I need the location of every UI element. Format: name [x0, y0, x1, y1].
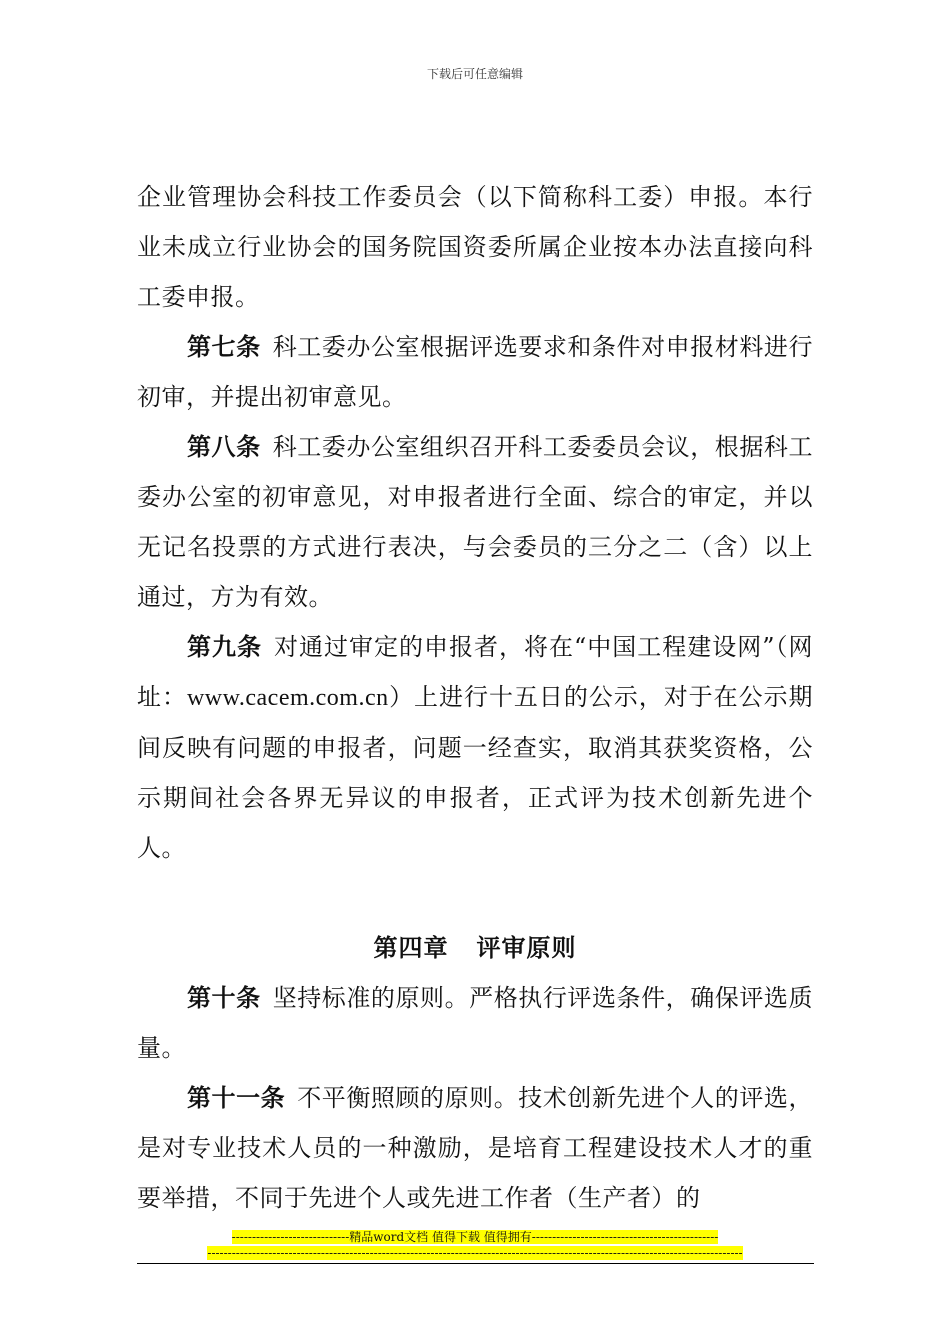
article-11 — [137, 1073, 813, 1223]
footer-banner-bottom-text: ------------------------------------------------------------------------------------------------------------------------------------ — [207, 1246, 743, 1260]
chapter-title: 评审原则 — [476, 934, 577, 962]
article-7-label: 第七条 — [187, 333, 261, 361]
article-9-label: 第九条 — [187, 633, 262, 661]
article-7-text: 科工委办公室根据评选要求和条件对申报材料进行初审，并提出初审意见。 — [137, 333, 813, 411]
chapter-number: 第四章 — [373, 934, 449, 962]
page-header: 下载后可任意编辑 — [426, 67, 523, 81]
article-9-url: www.cacem.com.cn — [186, 685, 389, 711]
article-10-label: 第十条 — [187, 984, 261, 1012]
footer-banner-top-text: -----------------------------精品word文档 值得下载 值得拥有---------------------------------------------- — [231, 1230, 719, 1244]
paragraph-continuation: 企业管理协会科技工作委员会（以下简称科工委）申报。本行业未成立行业协会的国务院国资委所属企业按本办法直接向科工委申报。 — [137, 183, 813, 311]
article-8-label: 第八条 — [187, 433, 261, 461]
article-7 — [137, 322, 813, 422]
article-11-label: 第十一条 — [187, 1084, 286, 1112]
article-9-text-after: ）上进行十五日的公示，对于在公示期间反映有问题的申报者，问题一经查实，取消其获奖资格，公示期间社会各界无异议的申报者，正式评为技术创新先进个人。 — [137, 683, 814, 862]
footer-divider — [137, 1263, 814, 1264]
chapter-heading — [137, 923, 813, 973]
article-10-text: 坚持标准的原则。严格执行评选条件，确保评选质量。 — [137, 984, 813, 1062]
article-9 — [137, 622, 813, 873]
document-body — [137, 172, 813, 1223]
footer-banner-top — [0, 1230, 950, 1244]
article-10 — [137, 973, 813, 1073]
article-8 — [137, 422, 813, 622]
article-8-text: 科工委办公室组织召开科工委委员会议，根据科工委办公室的初审意见，对申报者进行全面、综合的审定，并以无记名投票的方式进行表决，与会委员的三分之二（含）以上通过，方为有效。 — [137, 433, 813, 611]
footer-banner-bottom — [0, 1246, 950, 1260]
article-9-text-before: 对通过审定的申报者，将在“中国工程建设网”（网址： — [137, 633, 813, 711]
article-11-text: 不平衡照顾的原则。技术创新先进个人的评选，是对专业技术人员的一种激励，是培育工程建设技术人才的重要举措，不同于先进个人或先进工作者（生产者）的 — [137, 1084, 813, 1212]
